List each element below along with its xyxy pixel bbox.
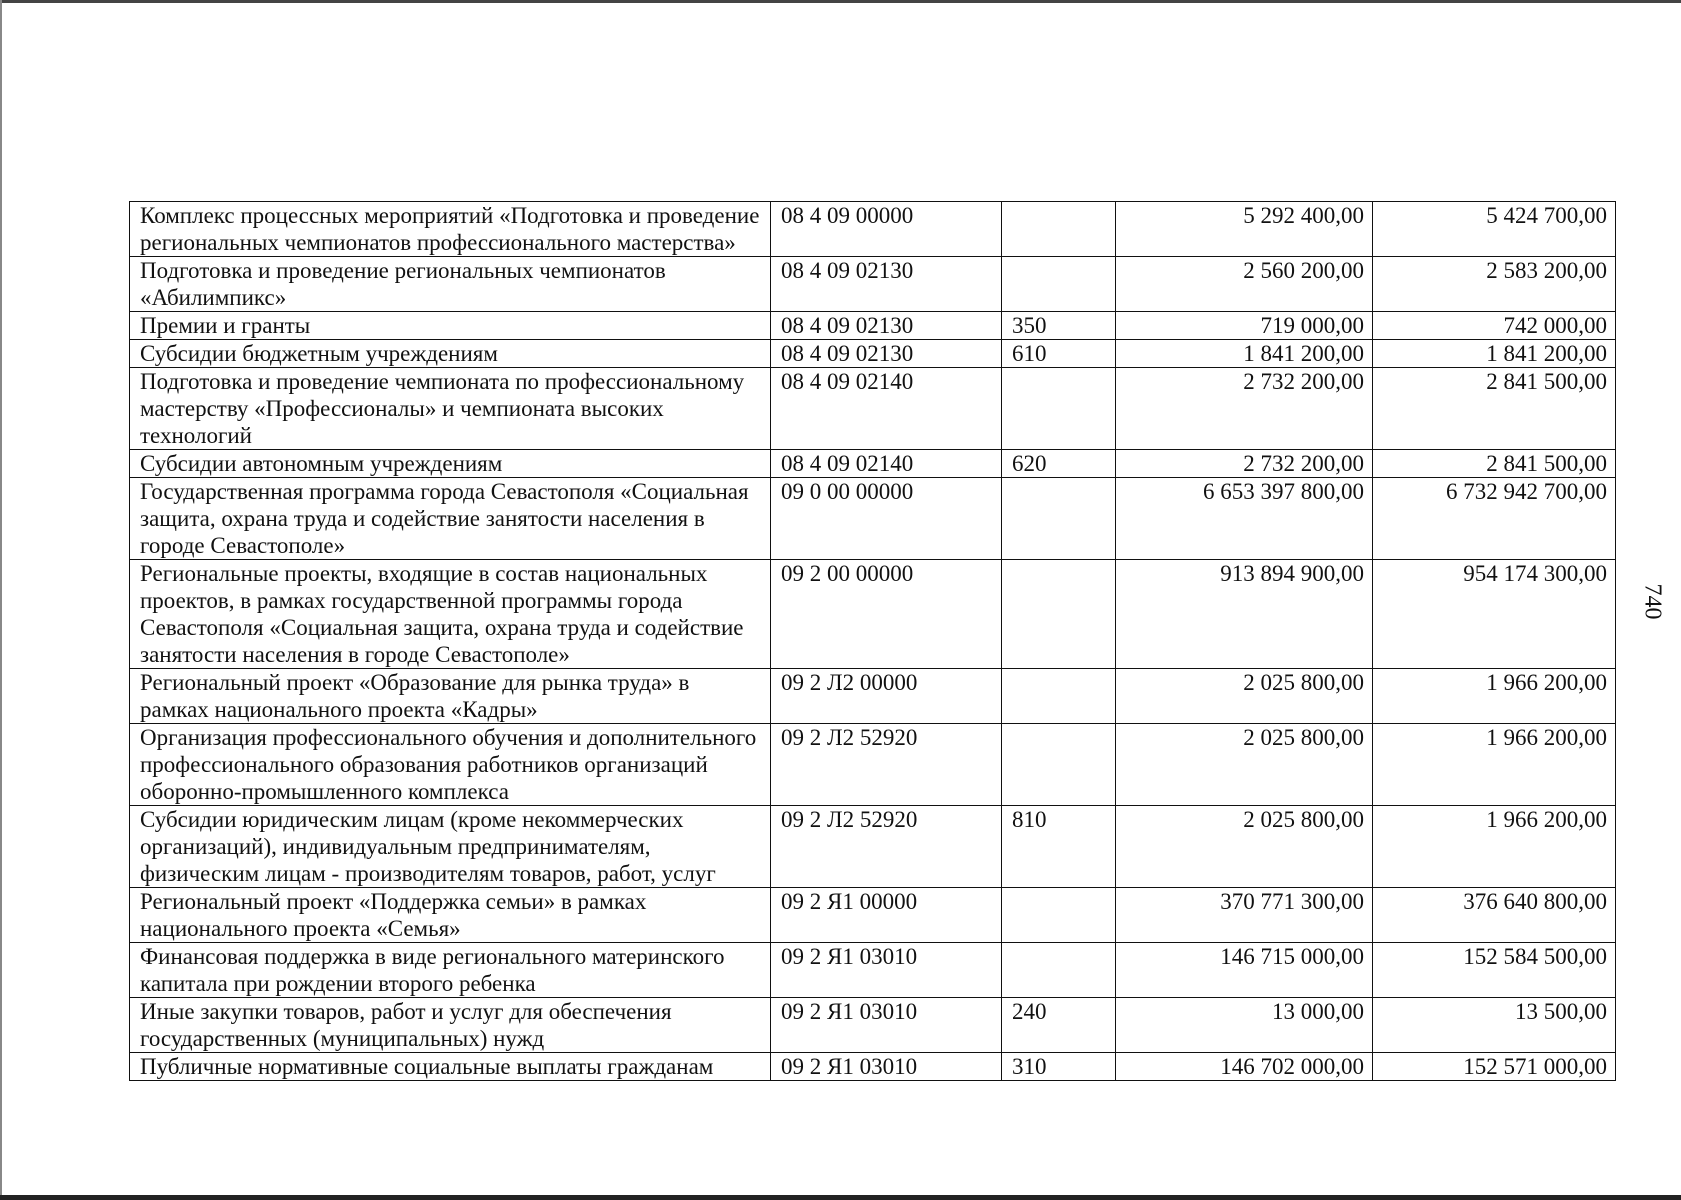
row-expense-type [1002, 368, 1116, 450]
row-code: 09 2 Л2 00000 [771, 669, 1002, 724]
scan-bottom-edge [0, 1195, 1681, 1200]
row-amount-year2: 6 732 942 700,00 [1373, 478, 1616, 560]
row-amount-year1: 2 025 800,00 [1116, 669, 1373, 724]
row-amount-year2: 1 966 200,00 [1373, 806, 1616, 888]
row-code: 09 2 Я1 03010 [771, 943, 1002, 998]
table-row [130, 998, 1616, 1053]
row-expense-type: 240 [1002, 998, 1116, 1053]
row-name: Публичные нормативные социальные выплаты гражданам [130, 1053, 771, 1081]
row-code: 09 2 Я1 03010 [771, 1053, 1002, 1081]
row-amount-year2: 152 584 500,00 [1373, 943, 1616, 998]
row-expense-type [1002, 478, 1116, 560]
row-amount-year2: 1 841 200,00 [1373, 340, 1616, 368]
row-amount-year2: 1 966 200,00 [1373, 669, 1616, 724]
row-code: 08 4 09 02130 [771, 257, 1002, 312]
row-name: Подготовка и проведение региональных чемпионатов «Абилимпикс» [130, 257, 771, 312]
row-amount-year1: 370 771 300,00 [1116, 888, 1373, 943]
row-amount-year2: 2 583 200,00 [1373, 257, 1616, 312]
row-code: 09 2 00 00000 [771, 560, 1002, 669]
row-amount-year1: 146 702 000,00 [1116, 1053, 1373, 1081]
row-amount-year2: 376 640 800,00 [1373, 888, 1616, 943]
table-row [130, 202, 1616, 257]
row-code: 09 2 Я1 00000 [771, 888, 1002, 943]
row-amount-year1: 6 653 397 800,00 [1116, 478, 1373, 560]
row-amount-year2: 152 571 000,00 [1373, 1053, 1616, 1081]
row-expense-type [1002, 257, 1116, 312]
row-expense-type: 610 [1002, 340, 1116, 368]
row-amount-year1: 2 025 800,00 [1116, 806, 1373, 888]
scan-left-edge [0, 0, 2, 1200]
row-name: Организация профессионального обучения и дополнительного профессионального образования работников организаций оборонно-промышленного комплекса [130, 724, 771, 806]
row-code: 09 2 Л2 52920 [771, 724, 1002, 806]
row-code: 08 4 09 02140 [771, 450, 1002, 478]
row-amount-year2: 2 841 500,00 [1373, 450, 1616, 478]
row-code: 09 2 Я1 03010 [771, 998, 1002, 1053]
row-amount-year1: 13 000,00 [1116, 998, 1373, 1053]
page-number: 740 [1639, 583, 1666, 620]
table-row [130, 1053, 1616, 1081]
row-expense-type: 620 [1002, 450, 1116, 478]
row-amount-year1: 913 894 900,00 [1116, 560, 1373, 669]
row-amount-year2: 13 500,00 [1373, 998, 1616, 1053]
row-name: Премии и гранты [130, 312, 771, 340]
row-code: 09 2 Л2 52920 [771, 806, 1002, 888]
row-name: Комплекс процессных мероприятий «Подготовка и проведение региональных чемпионатов профессионального мастерства» [130, 202, 771, 257]
row-code: 08 4 09 00000 [771, 202, 1002, 257]
row-amount-year1: 2 732 200,00 [1116, 450, 1373, 478]
row-amount-year2: 742 000,00 [1373, 312, 1616, 340]
row-name: Государственная программа города Севастополя «Социальная защита, охрана труда и содействие занятости населения в городе Севастополе» [130, 478, 771, 560]
row-amount-year2: 954 174 300,00 [1373, 560, 1616, 669]
row-expense-type [1002, 724, 1116, 806]
row-expense-type [1002, 669, 1116, 724]
row-code: 09 0 00 00000 [771, 478, 1002, 560]
row-amount-year1: 1 841 200,00 [1116, 340, 1373, 368]
row-code: 08 4 09 02140 [771, 368, 1002, 450]
row-name: Субсидии юридическим лицам (кроме некоммерческих организаций), индивидуальным предпринимателям, физическим лицам - производителям товаров, работ, услуг [130, 806, 771, 888]
table-row [130, 669, 1616, 724]
row-amount-year1: 146 715 000,00 [1116, 943, 1373, 998]
row-amount-year1: 719 000,00 [1116, 312, 1373, 340]
row-amount-year1: 2 560 200,00 [1116, 257, 1373, 312]
table-row [130, 312, 1616, 340]
table-row [130, 368, 1616, 450]
row-amount-year2: 5 424 700,00 [1373, 202, 1616, 257]
budget-table [129, 201, 1616, 1081]
row-expense-type [1002, 943, 1116, 998]
table-row [130, 450, 1616, 478]
scan-top-edge [0, 0, 1681, 3]
table-row [130, 560, 1616, 669]
row-name: Региональные проекты, входящие в состав национальных проектов, в рамках государственной программы города Севастополя «Социальная защита, охрана труда и содействие занятости населения в городе Севастополе» [130, 560, 771, 669]
row-amount-year2: 2 841 500,00 [1373, 368, 1616, 450]
table-row [130, 806, 1616, 888]
table-row [130, 257, 1616, 312]
row-name: Иные закупки товаров, работ и услуг для обеспечения государственных (муниципальных) нужд [130, 998, 771, 1053]
table-row [130, 340, 1616, 368]
row-code: 08 4 09 02130 [771, 340, 1002, 368]
row-amount-year1: 2 732 200,00 [1116, 368, 1373, 450]
row-amount-year2: 1 966 200,00 [1373, 724, 1616, 806]
row-code: 08 4 09 02130 [771, 312, 1002, 340]
row-name: Субсидии автономным учреждениям [130, 450, 771, 478]
row-expense-type: 310 [1002, 1053, 1116, 1081]
row-amount-year1: 2 025 800,00 [1116, 724, 1373, 806]
row-expense-type: 810 [1002, 806, 1116, 888]
row-expense-type [1002, 888, 1116, 943]
row-expense-type: 350 [1002, 312, 1116, 340]
row-name: Подготовка и проведение чемпионата по профессиональному мастерству «Профессионалы» и чемпионата высоких технологий [130, 368, 771, 450]
table-row [130, 888, 1616, 943]
row-name: Субсидии бюджетным учреждениям [130, 340, 771, 368]
row-expense-type [1002, 202, 1116, 257]
table-row [130, 724, 1616, 806]
row-name: Региональный проект «Поддержка семьи» в рамках национального проекта «Семья» [130, 888, 771, 943]
table-row [130, 478, 1616, 560]
row-name: Финансовая поддержка в виде регионального материнского капитала при рождении второго ребенка [130, 943, 771, 998]
table-row [130, 943, 1616, 998]
row-expense-type [1002, 560, 1116, 669]
row-amount-year1: 5 292 400,00 [1116, 202, 1373, 257]
row-name: Региональный проект «Образование для рынка труда» в рамках национального проекта «Кадры» [130, 669, 771, 724]
